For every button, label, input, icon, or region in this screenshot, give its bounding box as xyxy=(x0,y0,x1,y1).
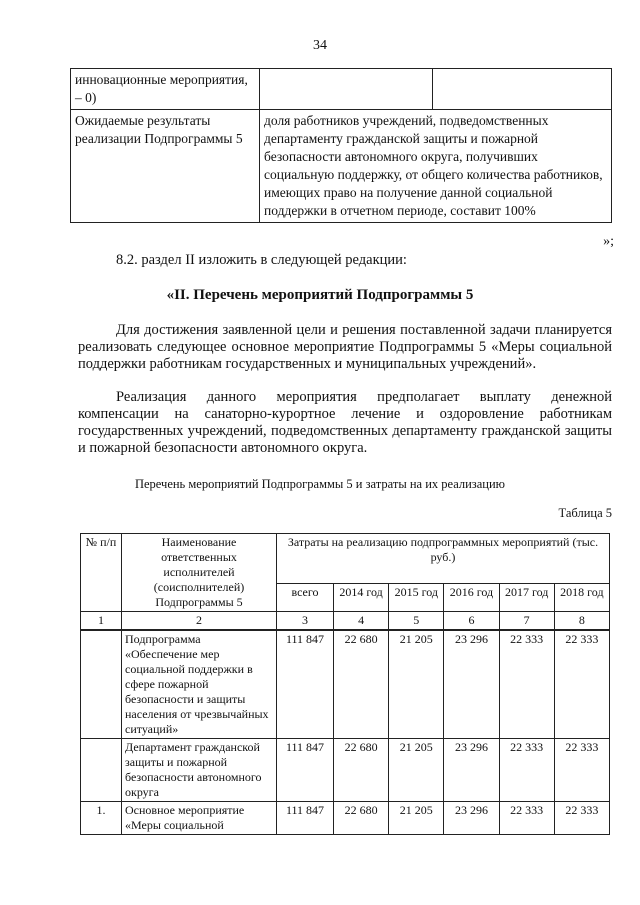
table-cell xyxy=(433,69,612,110)
column-number: 6 xyxy=(444,612,499,631)
table-label: Таблица 5 xyxy=(558,506,612,520)
subheader-cell: 2015 год xyxy=(389,584,444,612)
table-cell: доля работников учреждений, подведомственных департаменту гражданской защиты и пожарной безопасности автономного округа, получивших социальную поддержку, от общего количества работников, имеющих право на получение данной социальной поддержки в отчетном периоде, составит 100% xyxy=(260,110,612,223)
row-value: 111 847 xyxy=(277,802,334,835)
section-title: «II. Перечень мероприятий Подпрограммы 5 xyxy=(166,287,474,303)
paragraph-text: Для достижения заявленной цели и решения поставленной задачи планируется реализовать следующее основное мероприятие Подпрограммы 5 «Меры социальной поддержки работникам государственных и муниципальных учреждений». xyxy=(78,322,612,372)
page-number: 34 xyxy=(313,38,327,53)
column-number: 3 xyxy=(277,612,334,631)
table-row xyxy=(71,69,612,110)
table-row xyxy=(81,739,610,802)
table-cell: Ожидаемые результаты реализации Подпрограммы 5 xyxy=(71,110,260,223)
header-np: № п/п xyxy=(81,534,122,612)
paragraph xyxy=(78,322,612,373)
subheader-cell: 2017 год xyxy=(499,584,554,612)
table-row xyxy=(81,630,610,739)
header-name: Наименование ответственных исполнителей (соисполнителей) Подпрограммы 5 xyxy=(122,534,277,612)
row-value: 111 847 xyxy=(277,630,334,739)
amendment-item: 8.2. раздел II изложить в следующей редакции: xyxy=(116,252,407,268)
costs-table xyxy=(80,533,610,835)
column-number: 8 xyxy=(554,612,609,631)
row-np xyxy=(81,739,122,802)
row-value: 22 333 xyxy=(554,739,609,802)
row-name: Основное мероприятие «Меры социальной xyxy=(122,802,277,835)
column-number: 5 xyxy=(389,612,444,631)
row-value: 22 333 xyxy=(499,739,554,802)
row-np: 1. xyxy=(81,802,122,835)
row-np xyxy=(81,630,122,739)
row-value: 22 333 xyxy=(554,802,609,835)
row-value: 22 680 xyxy=(334,802,389,835)
row-value: 22 333 xyxy=(499,630,554,739)
row-value: 23 296 xyxy=(444,630,499,739)
column-number: 4 xyxy=(334,612,389,631)
row-value: 22 680 xyxy=(334,630,389,739)
row-name: Подпрограмма «Обеспечение мер социальной поддержки в сфере пожарной безопасности и защиты населения от чрезвычайных ситуаций» xyxy=(122,630,277,739)
header-row xyxy=(81,534,610,584)
subheader-cell: всего xyxy=(277,584,334,612)
table-cell: инновационные мероприятия, – 0) xyxy=(71,69,260,110)
column-number: 2 xyxy=(122,612,277,631)
subheader-cell: 2014 год xyxy=(334,584,389,612)
column-number: 1 xyxy=(81,612,122,631)
row-value: 21 205 xyxy=(389,739,444,802)
table-caption: Перечень мероприятий Подпрограммы 5 и затраты на их реализацию xyxy=(134,477,506,491)
row-value: 23 296 xyxy=(444,802,499,835)
subheader-cell: 2016 год xyxy=(444,584,499,612)
table-cell xyxy=(260,69,433,110)
row-value: 23 296 xyxy=(444,739,499,802)
subheader-cell: 2018 год xyxy=(554,584,609,612)
continuation-table xyxy=(70,68,612,223)
table-row xyxy=(71,110,612,223)
closing-quote: »; xyxy=(603,234,614,249)
paragraph-text: Реализация данного мероприятия предполагает выплату денежной компенсации на санаторно-курортное лечение и оздоровление работникам государственных учреждений, подведомственных департаменту гражданской защиты и пожарной безопасности автономного округа. xyxy=(78,389,612,456)
table-row xyxy=(81,802,610,835)
header-costs: Затраты на реализацию подпрограммных мероприятий (тыс. руб.) xyxy=(277,534,610,584)
row-value: 21 205 xyxy=(389,630,444,739)
row-value: 22 333 xyxy=(554,630,609,739)
row-value: 111 847 xyxy=(277,739,334,802)
paragraph xyxy=(78,389,612,457)
row-name: Департамент гражданской защиты и пожарной безопасности автономного округа xyxy=(122,739,277,802)
row-value: 21 205 xyxy=(389,802,444,835)
column-number: 7 xyxy=(499,612,554,631)
row-value: 22 333 xyxy=(499,802,554,835)
column-numbers-row xyxy=(81,612,610,631)
row-value: 22 680 xyxy=(334,739,389,802)
